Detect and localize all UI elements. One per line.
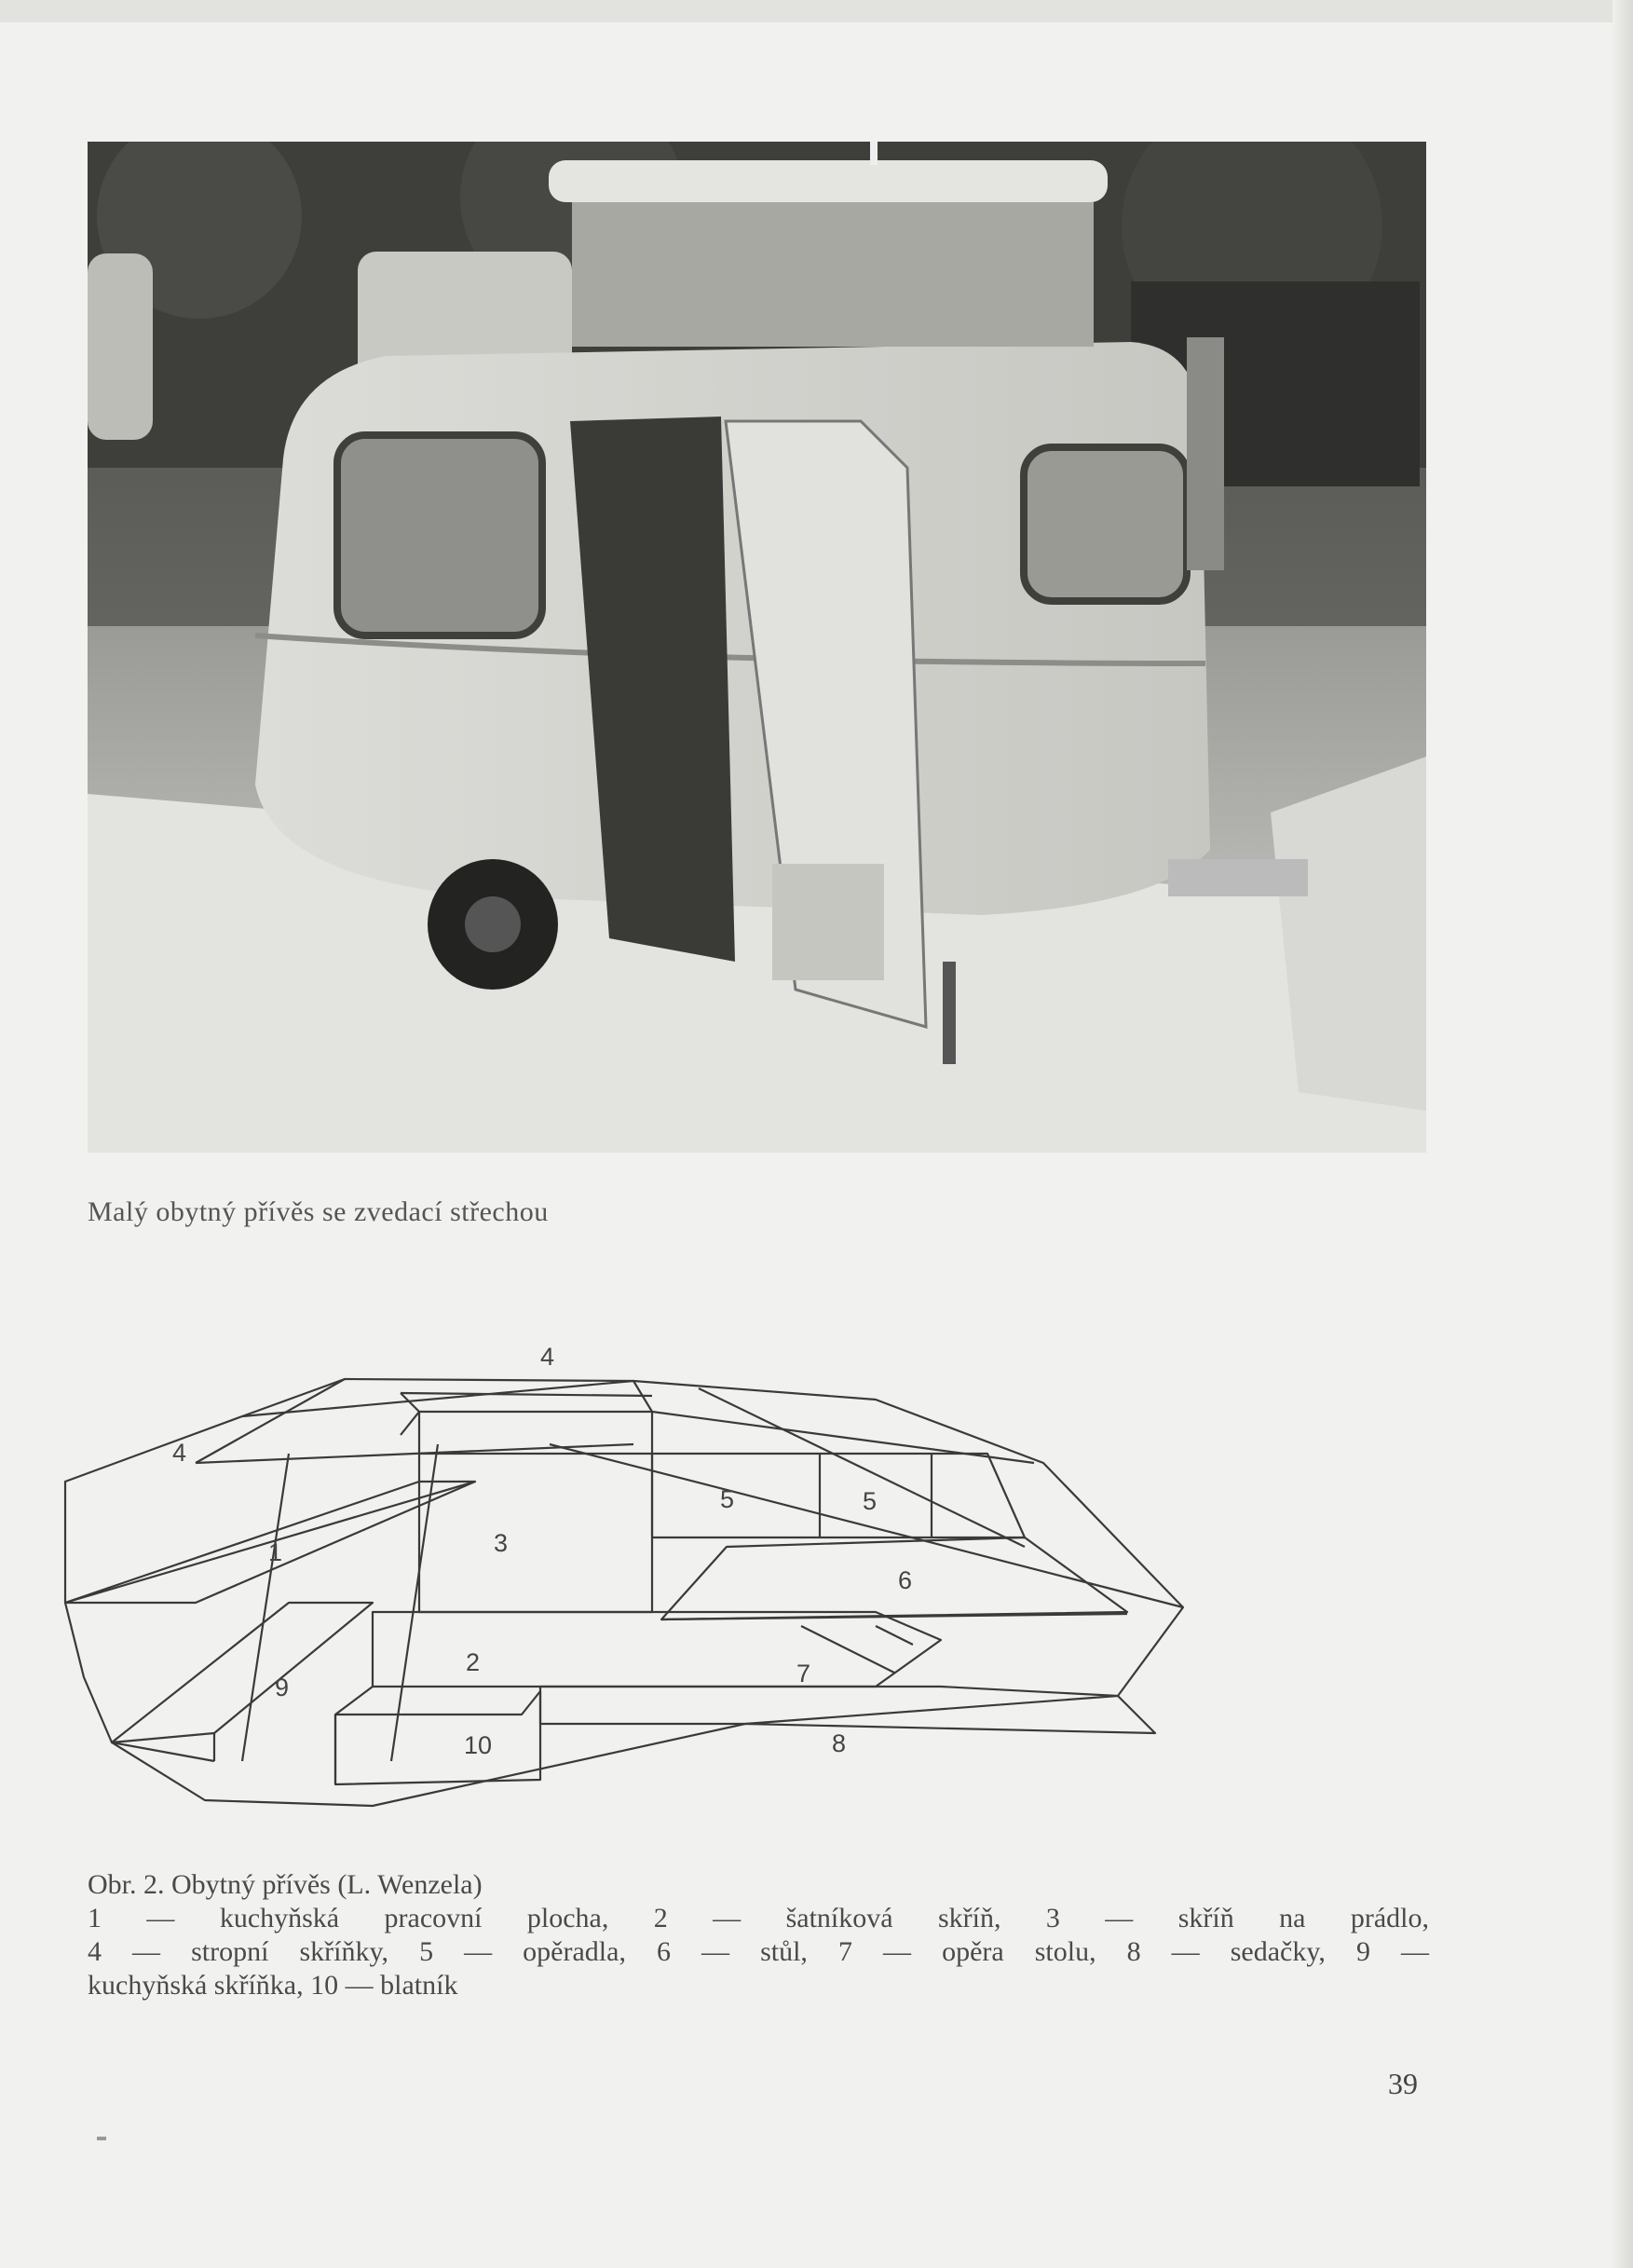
- label-5-left: 5: [720, 1485, 735, 1513]
- label-7: 7: [796, 1660, 811, 1687]
- caravan-photo-icon: [88, 142, 1426, 1153]
- label-9: 9: [275, 1674, 290, 1701]
- legend-line-1: 1 — kuchyňská pracovní plocha, 2 — šatníková skříň, 3 — skříň na prádlo,: [88, 1903, 1429, 1933]
- label-4-left: 4: [172, 1439, 187, 1467]
- photo-caption: Malý obytný přívěs se zvedací střechou: [88, 1196, 549, 1227]
- legend-line-2: 4 — stropní skříňky, 5 — opěradla, 6 — stůl, 7 — opěra stolu, 8 — sedačky, 9 —: [88, 1936, 1429, 1967]
- label-5-right: 5: [863, 1487, 878, 1515]
- trailer-layout-diagram: [56, 1323, 1211, 1826]
- scan-border: [0, 0, 1633, 22]
- legend-line-3: kuchyňská skříňka, 10 — blatník: [88, 1970, 458, 2001]
- caravan-photo: [88, 142, 1426, 1153]
- scan-speck: [97, 2137, 106, 2140]
- page-number: 39: [1388, 2067, 1418, 2100]
- figure-caption: [88, 1868, 1429, 2002]
- label-10: 10: [464, 1731, 493, 1759]
- scan-shadow: [1613, 0, 1633, 2268]
- label-8: 8: [832, 1729, 847, 1757]
- label-4-top: 4: [540, 1343, 555, 1371]
- label-1: 1: [268, 1538, 283, 1566]
- label-3: 3: [494, 1529, 509, 1557]
- label-2: 2: [466, 1648, 481, 1676]
- figure-title: Obr. 2. Obytný přívěs (L. Wenzela): [88, 1869, 483, 1900]
- label-6: 6: [898, 1566, 913, 1594]
